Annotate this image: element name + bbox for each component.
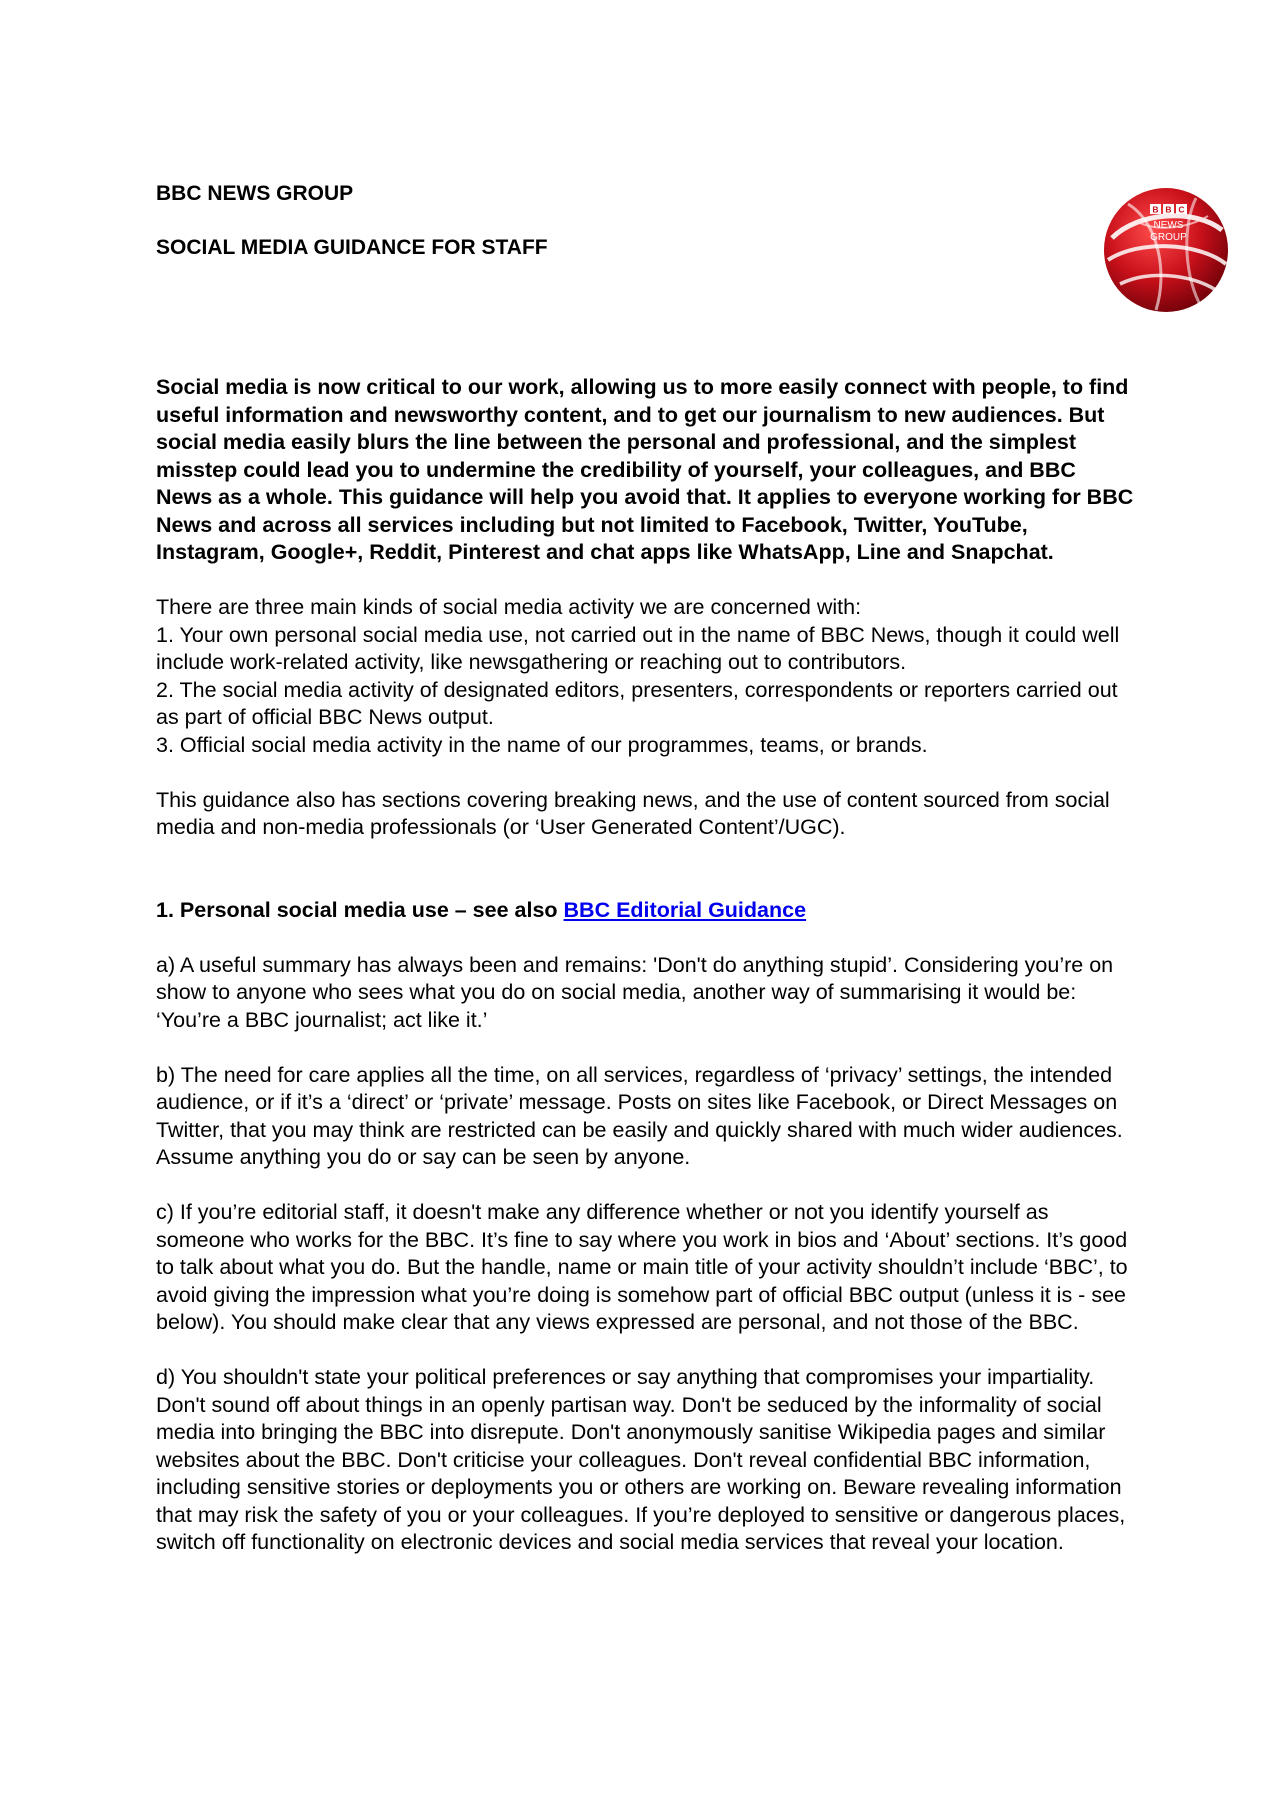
svg-text:B: B [1165,204,1172,215]
section-heading [156,897,1136,925]
org-title: BBC NEWS GROUP [156,182,354,205]
svg-text:GROUP: GROUP [1150,232,1187,243]
section-paragraph-c: c) If you’re editorial staff, it doesn't make any difference whether or not you identify yourself as someone who works for the BBC. It’s fine to say where you work in bios and ‘About’ sections. It’s good to talk about what you do. But the handle, name or main title of your activity shouldn’t include ‘BBC’, to avoid giving the impression what you’re doing is somehow part of official BBC output (unless it is - see below). You should make clear that any views expressed are personal, and not those of the BBC. [156,1200,1128,1334]
svg-text:B: B [1152,204,1159,215]
section-paragraph-a: a) A useful summary has always been and remains: 'Don't do anything stupid’. Considering you’re on show to anyone who sees what you do on social media, another way of summarising it would be: ‘You’re a BBC journalist; act like it.’ [156,952,1114,1032]
also-covers-paragraph: This guidance also has sections covering breaking news, and the use of content sourced from social media and non-media professionals (or ‘User Generated Content’/UGC). [156,787,1110,839]
globe-logo-icon [1098,182,1234,318]
section-paragraph-d: d) You shouldn't state your political preferences or say anything that compromises your impartiality. Don't sound off about things in an openly partisan way. Don't be seduced by the informality of social media into bringing the BBC into disrepute. Don't anonymously sanitise Wikipedia pages and similar websites about the BBC. Don't criticise your colleagues. Don't reveal confidential BBC information, including sensitive stories or deployments you or others are working on. Beware revealing information that may risk the safety of you or your colleagues. If you’re deployed to sensitive or dangerous places, switch off functionality on electronic devices and social media services that reveal your location. [156,1365,1126,1554]
activities-list [156,594,1136,759]
list-item: 1. Your own personal social media use, not carried out in the name of BBC News, though it could well include work-related activity, like newsgathering or reaching out to contributors. [156,622,1120,674]
svg-text:C: C [1178,204,1185,215]
section-paragraph-b: b) The need for care applies all the time, on all services, regardless of ‘privacy’ settings, the intended audience, or if it’s a ‘direct’ or ‘private’ message. Posts on sites like Facebook, or Direct Messages on Twitter, that you may think are restricted can be easily and quickly shared with much wider audiences. Assume anything you do or say can be seen by anyone. [156,1062,1123,1169]
list-item: 2. The social media activity of designated editors, presenters, correspondents or reporters carried out as part of official BBC News output. [156,677,1118,729]
bbc-news-group-logo [1098,182,1234,318]
section-heading-text: 1. Personal social media use – see also [156,897,564,922]
svg-text:NEWS: NEWS [1153,220,1184,231]
intro-paragraph: Social media is now critical to our work, allowing us to more easily connect with people, to find useful information and newsworthy content, and to get our journalism to new audiences. But social media easily blurs the line between the personal and professional, and the simplest misstep could lead you to undermine the credibility of yourself, your colleagues, and BBC News as a whole. This guidance will help you avoid that. It applies to everyone working for BBC News and across all services including but not limited to Facebook, Twitter, YouTube, Instagram, Google+, Reddit, Pinterest and chat apps like WhatsApp, Line and Snapchat. [156,375,1134,564]
editorial-guidance-link[interactable]: BBC Editorial Guidance [563,897,807,922]
list-item: 3. Official social media activity in the name of our programmes, teams, or brands. [156,732,928,757]
document-title: SOCIAL MEDIA GUIDANCE FOR STAFF [156,236,548,259]
document-body [156,374,1136,1584]
activities-lead: There are three main kinds of social media activity we are concerned with: [156,595,862,619]
